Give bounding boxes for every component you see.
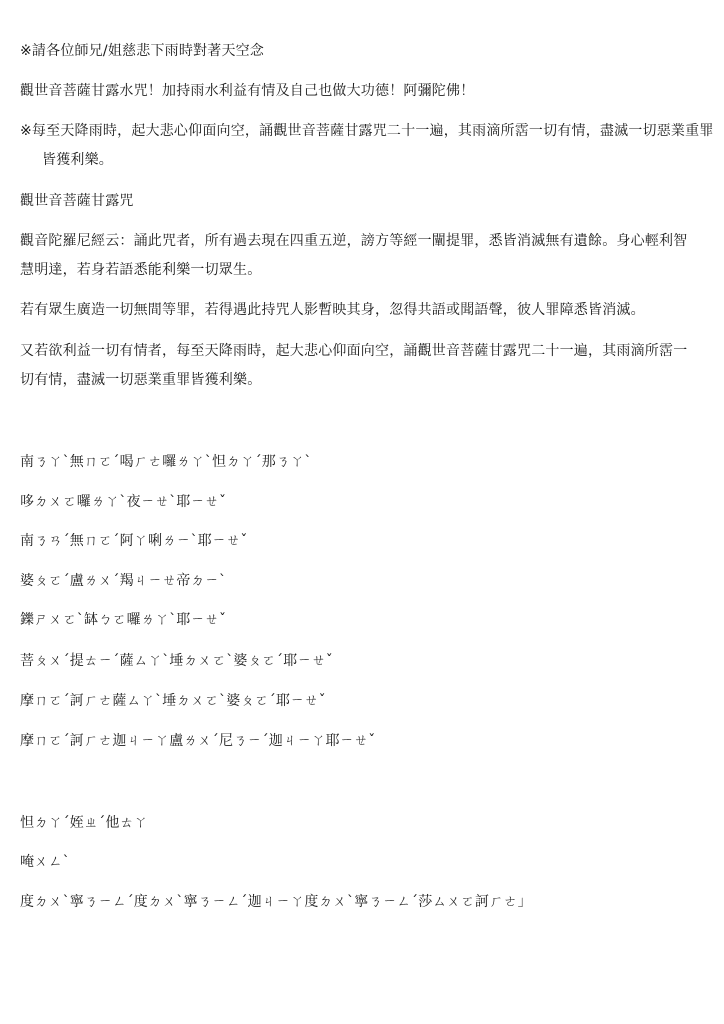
sutra-paragraph-2: 若有眾生廣造一切無間等罪，若得遇此持咒人影暫映其身，忽得共語或聞語聲，彼人罪障悉皆消滅。 bbox=[20, 302, 645, 318]
mantra-line: 婆ㄆㄛˊ盧ㄌㄨˊ羯ㄐㄧㄝ帝ㄉㄧˋ bbox=[20, 573, 227, 589]
request-note: ※請各位師兄/姐慈悲下雨時對著天空念 bbox=[20, 43, 265, 59]
heading-line: 觀世音菩薩甘露水咒！加持雨水利益有情及自己也做大功德！阿彌陀佛！ bbox=[20, 83, 475, 99]
mantra-line: 菩ㄆㄨˊ提ㄊㄧˊ薩ㄙㄚˋ埵ㄉㄨㄛˋ婆ㄆㄛˊ耶ㄧㄝˇ bbox=[20, 653, 333, 669]
mantra-line: 南ㄋㄢˊ無ㄇㄛˊ阿ㄚ唎ㄌㄧˋ耶ㄧㄝˇ bbox=[20, 533, 248, 549]
mantra-line: 南ㄋㄚˋ無ㄇㄛˊ喝ㄏㄜ囉ㄌㄚˋ怛ㄉㄚˊ那ㄋㄚˋ bbox=[20, 454, 312, 470]
mantra-closing-line: 度ㄉㄨˋ寧ㄋㄧㄥˊ度ㄉㄨˋ寧ㄋㄧㄥˊ迦ㄐㄧㄚ度ㄉㄨˋ寧ㄋㄧㄥˊ莎ㄙㄨㄛ訶ㄏㄜ」 bbox=[20, 894, 532, 910]
mantra-closing-line: 唵ㄨㄥˋ bbox=[20, 854, 70, 870]
sutra-paragraph-1: 觀音陀羅尼經云：誦此咒者，所有過去現在四重五逆，謗方等經一闡提罪，悉皆消滅無有遺餘。身心輕利智慧明達，若身若語悉能利樂一切眾生。 bbox=[20, 233, 688, 278]
mantra-title: 觀世音菩薩甘露咒 bbox=[20, 193, 134, 209]
sutra-paragraph-3: 又若欲利益一切有情者，每至天降雨時，起大悲心仰面向空，誦觀世音菩薩甘露咒二十一遍，其雨滴所霑一切有情，盡滅一切惡業重罪皆獲利樂。 bbox=[20, 343, 688, 388]
mantra-closing-line: 怛ㄉㄚˊ姪ㄓˊ他ㄊㄚ bbox=[20, 815, 148, 831]
mantra-line: 哆ㄉㄨㄛ囉ㄌㄚˋ夜ㄧㄝˋ耶ㄧㄝˇ bbox=[20, 494, 227, 510]
mantra-line: 摩ㄇㄛˊ訶ㄏㄜ薩ㄙㄚˋ埵ㄉㄨㄛˋ婆ㄆㄛˊ耶ㄧㄝˇ bbox=[20, 693, 326, 709]
mantra-line: 摩ㄇㄛˊ訶ㄏㄜ迦ㄐㄧㄚ盧ㄌㄨˊ尼ㄋㄧˊ迦ㄐㄧㄚ耶ㄧㄝˇ bbox=[20, 733, 376, 749]
rain-note-paragraph: ※每至天降雨時，起大悲心仰面向空，誦觀世音菩薩甘露咒二十一遍，其雨滴所霑一切有情，盡滅一切惡業重罪皆獲利樂。 bbox=[20, 123, 714, 168]
mantra-line: 鑠ㄕㄨㄛˋ缽ㄅㄛ囉ㄌㄚˋ耶ㄧㄝˇ bbox=[20, 612, 227, 628]
